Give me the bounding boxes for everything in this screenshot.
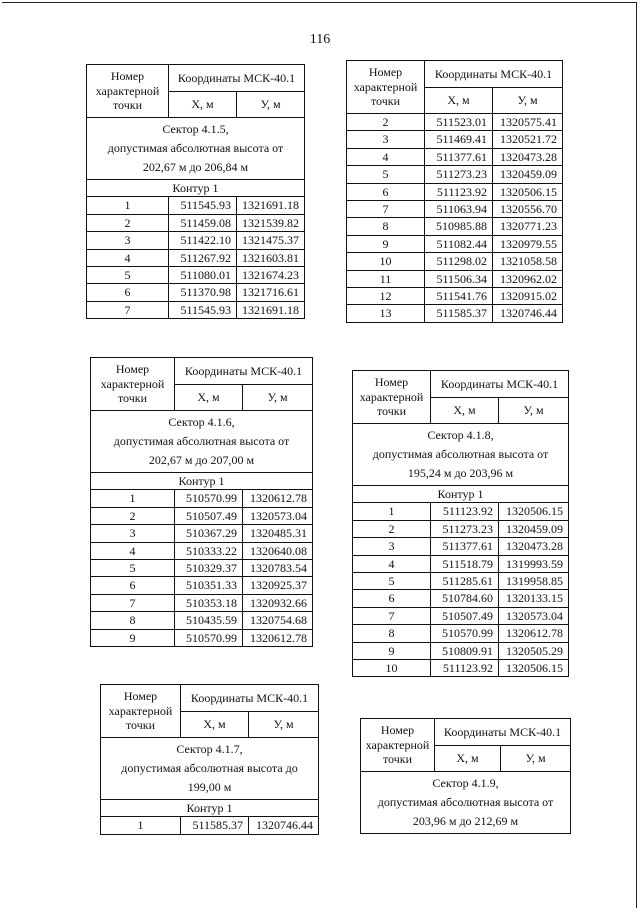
coords-table-sector-4-1-7 bbox=[100, 684, 319, 835]
table-row bbox=[353, 538, 569, 555]
y-coordinate-cell: 1321691.18 bbox=[237, 301, 305, 318]
scan-border-top bbox=[2, 2, 636, 3]
x-coordinate-cell: 511063.94 bbox=[425, 200, 493, 217]
coordinates-header: Координаты МСК-40.1 bbox=[175, 358, 313, 385]
height-line-2: 203,96 м до 212,69 м bbox=[412, 814, 519, 828]
point-number-cell: 8 bbox=[353, 625, 431, 642]
height-line-2: 202,67 м до 207,00 м bbox=[148, 453, 255, 467]
y-coordinate-cell: 1320506.15 bbox=[499, 503, 569, 520]
table-row bbox=[353, 555, 569, 572]
sector-caption bbox=[101, 738, 319, 800]
point-number-cell: 9 bbox=[353, 642, 431, 659]
x-coordinate-cell: 511273.23 bbox=[431, 520, 499, 537]
table-row bbox=[347, 148, 563, 165]
table-row bbox=[347, 166, 563, 183]
x-coordinate-cell: 511123.92 bbox=[431, 659, 499, 676]
point-number-header: Номер характерной точки bbox=[91, 358, 175, 411]
coordinates-header: Координаты МСК-40.1 bbox=[169, 65, 305, 92]
table-row bbox=[347, 218, 563, 235]
y-coordinate-cell: 1320573.04 bbox=[499, 607, 569, 624]
height-line-1: допустимая абсолютная высота от bbox=[377, 795, 554, 809]
x-coordinate-cell: 510351.33 bbox=[175, 577, 243, 594]
y-coordinate-cell: 1320979.55 bbox=[493, 235, 563, 252]
y-coordinate-cell: 1320915.02 bbox=[493, 287, 563, 304]
x-coordinate-cell: 511469.41 bbox=[425, 131, 493, 148]
table-row bbox=[347, 200, 563, 217]
x-header: Х, м bbox=[425, 87, 493, 114]
y-coordinate-cell: 1320505.29 bbox=[499, 642, 569, 659]
coords-table-sector-4-1-9 bbox=[360, 718, 571, 834]
point-number-cell: 10 bbox=[353, 659, 431, 676]
height-line-1: допустимая абсолютная высота от bbox=[107, 141, 284, 155]
x-coordinate-cell: 511273.23 bbox=[425, 166, 493, 183]
table-row bbox=[353, 520, 569, 537]
y-coordinate-cell: 1319993.59 bbox=[499, 555, 569, 572]
y-coordinate-cell: 1320754.68 bbox=[243, 612, 313, 629]
point-number-cell: 6 bbox=[91, 577, 175, 594]
point-number-cell: 5 bbox=[347, 166, 425, 183]
table-row bbox=[91, 542, 313, 559]
x-coordinate-cell: 511377.61 bbox=[431, 538, 499, 555]
x-coordinate-cell: 511518.79 bbox=[431, 555, 499, 572]
table-row bbox=[353, 625, 569, 642]
y-coordinate-cell: 1320612.78 bbox=[243, 490, 313, 507]
point-number-cell: 9 bbox=[91, 629, 175, 646]
point-number-cell: 2 bbox=[91, 507, 175, 524]
table-row bbox=[347, 235, 563, 252]
x-coordinate-cell: 510809.91 bbox=[431, 642, 499, 659]
table-row bbox=[91, 507, 313, 524]
point-number-cell: 4 bbox=[353, 555, 431, 572]
point-number-header: Номер характерной точки bbox=[87, 65, 169, 118]
y-coordinate-cell: 1320133.15 bbox=[499, 590, 569, 607]
y-coordinate-cell: 1321058.58 bbox=[493, 253, 563, 270]
x-coordinate-cell: 510570.99 bbox=[175, 490, 243, 507]
table-row bbox=[87, 301, 305, 318]
table-row bbox=[347, 305, 563, 322]
table-row bbox=[91, 490, 313, 507]
table-row bbox=[87, 284, 305, 301]
y-coordinate-cell: 1321716.61 bbox=[237, 284, 305, 301]
point-number-cell: 6 bbox=[353, 590, 431, 607]
table-row bbox=[353, 659, 569, 676]
x-coordinate-cell: 511545.93 bbox=[169, 197, 237, 214]
point-number-cell: 1 bbox=[87, 197, 169, 214]
table-row bbox=[347, 183, 563, 200]
point-number-cell: 13 bbox=[347, 305, 425, 322]
y-header: У, м bbox=[243, 384, 313, 411]
table-row bbox=[87, 249, 305, 266]
point-number-cell: 1 bbox=[91, 490, 175, 507]
x-coordinate-cell: 511123.92 bbox=[431, 503, 499, 520]
x-coordinate-cell: 511541.76 bbox=[425, 287, 493, 304]
table-row bbox=[353, 572, 569, 589]
contour-label: Контур 1 bbox=[91, 473, 313, 490]
y-coordinate-cell: 1321475.37 bbox=[237, 232, 305, 249]
height-line-1: допустимая абсолютная высота до bbox=[121, 761, 298, 775]
table-row bbox=[87, 214, 305, 231]
sector-title: Сектор 4.1.7, bbox=[176, 742, 243, 756]
point-number-header: Номер характерной точки bbox=[347, 61, 425, 114]
y-coordinate-cell: 1320612.78 bbox=[499, 625, 569, 642]
y-coordinate-cell: 1320473.28 bbox=[493, 148, 563, 165]
sector-title: Сектор 4.1.6, bbox=[168, 415, 235, 429]
point-number-cell: 9 bbox=[347, 235, 425, 252]
x-coordinate-cell: 511082.44 bbox=[425, 235, 493, 252]
sector-caption bbox=[353, 424, 569, 486]
table-row bbox=[91, 629, 313, 646]
y-coordinate-cell: 1320783.54 bbox=[243, 559, 313, 576]
contour-label: Контур 1 bbox=[353, 486, 569, 503]
table-row bbox=[347, 253, 563, 270]
x-coordinate-cell: 510507.49 bbox=[431, 607, 499, 624]
coords-table-sector-4-1-6 bbox=[90, 357, 313, 647]
y-coordinate-cell: 1320506.15 bbox=[493, 183, 563, 200]
point-number-cell: 5 bbox=[91, 559, 175, 576]
y-coordinate-cell: 1320521.72 bbox=[493, 131, 563, 148]
x-coordinate-cell: 511370.98 bbox=[169, 284, 237, 301]
x-coordinate-cell: 511080.01 bbox=[169, 266, 237, 283]
table-row bbox=[101, 817, 319, 834]
page-number: 116 bbox=[309, 32, 331, 47]
point-number-cell: 4 bbox=[91, 542, 175, 559]
coords-table-sector-4-1-5 bbox=[86, 64, 305, 319]
table-row bbox=[91, 594, 313, 611]
point-number-cell: 11 bbox=[347, 270, 425, 287]
sector-caption bbox=[87, 118, 305, 180]
y-coordinate-cell: 1320746.44 bbox=[249, 817, 319, 834]
contour-label: Контур 1 bbox=[87, 180, 305, 197]
point-number-cell: 3 bbox=[353, 538, 431, 555]
point-number-header: Номер характерной точки bbox=[101, 685, 181, 738]
x-header: Х, м bbox=[175, 384, 243, 411]
table-row bbox=[353, 503, 569, 520]
x-coordinate-cell: 510507.49 bbox=[175, 507, 243, 524]
table-row bbox=[91, 577, 313, 594]
height-line-2: 202,67 м до 206,84 м bbox=[142, 160, 249, 174]
x-coordinate-cell: 510367.29 bbox=[175, 525, 243, 542]
x-coordinate-cell: 511523.01 bbox=[425, 114, 493, 131]
point-number-cell: 10 bbox=[347, 253, 425, 270]
x-coordinate-cell: 511377.61 bbox=[425, 148, 493, 165]
y-header: У, м bbox=[501, 745, 571, 772]
table-row bbox=[353, 590, 569, 607]
point-number-cell: 12 bbox=[347, 287, 425, 304]
height-line-2: 195,24 м до 203,96 м bbox=[407, 466, 514, 480]
y-coordinate-cell: 1321674.23 bbox=[237, 266, 305, 283]
x-coordinate-cell: 511285.61 bbox=[431, 572, 499, 589]
height-line-2: 199,00 м bbox=[187, 780, 232, 794]
height-line-1: допустимая абсолютная высота от bbox=[113, 434, 290, 448]
x-coordinate-cell: 511123.92 bbox=[425, 183, 493, 200]
y-coordinate-cell: 1320746.44 bbox=[493, 305, 563, 322]
x-coordinate-cell: 510570.99 bbox=[431, 625, 499, 642]
point-number-cell: 3 bbox=[87, 232, 169, 249]
point-number-cell: 3 bbox=[91, 525, 175, 542]
y-coordinate-cell: 1320771.23 bbox=[493, 218, 563, 235]
coordinates-header: Координаты МСК-40.1 bbox=[425, 61, 563, 88]
y-coordinate-cell: 1320556.70 bbox=[493, 200, 563, 217]
y-coordinate-cell: 1320925.37 bbox=[243, 577, 313, 594]
point-number-cell: 4 bbox=[87, 249, 169, 266]
x-coordinate-cell: 510329.37 bbox=[175, 559, 243, 576]
table-row bbox=[87, 266, 305, 283]
y-coordinate-cell: 1321691.18 bbox=[237, 197, 305, 214]
point-number-cell: 5 bbox=[353, 572, 431, 589]
contour-label: Контур 1 bbox=[101, 800, 319, 817]
point-number-header: Номер характерной точки bbox=[353, 371, 431, 424]
point-number-cell: 7 bbox=[91, 594, 175, 611]
point-number-cell: 2 bbox=[353, 520, 431, 537]
y-coordinate-cell: 1320506.15 bbox=[499, 659, 569, 676]
x-coordinate-cell: 511506.34 bbox=[425, 270, 493, 287]
x-coordinate-cell: 510333.22 bbox=[175, 542, 243, 559]
x-coordinate-cell: 511545.93 bbox=[169, 301, 237, 318]
y-header: У, м bbox=[499, 397, 569, 424]
y-coordinate-cell: 1320640.08 bbox=[243, 542, 313, 559]
sector-title: Сектор 4.1.5, bbox=[162, 122, 229, 136]
table-row bbox=[353, 642, 569, 659]
y-coordinate-cell: 1320575.41 bbox=[493, 114, 563, 131]
table-row bbox=[347, 114, 563, 131]
y-header: У, м bbox=[249, 711, 319, 738]
y-coordinate-cell: 1321603.81 bbox=[237, 249, 305, 266]
point-number-cell: 7 bbox=[347, 200, 425, 217]
height-line-1: допустимая абсолютная высота от bbox=[372, 447, 549, 461]
table-row bbox=[347, 270, 563, 287]
point-number-cell: 2 bbox=[87, 214, 169, 231]
point-number-cell: 1 bbox=[101, 817, 181, 834]
coordinates-header: Координаты МСК-40.1 bbox=[435, 719, 571, 746]
point-number-cell: 6 bbox=[87, 284, 169, 301]
point-number-cell: 8 bbox=[91, 612, 175, 629]
scan-border-right bbox=[636, 2, 637, 908]
point-number-header: Номер характерной точки bbox=[361, 719, 435, 772]
x-coordinate-cell: 510570.99 bbox=[175, 629, 243, 646]
sector-title: Сектор 4.1.9, bbox=[432, 776, 499, 790]
x-coordinate-cell: 511585.37 bbox=[425, 305, 493, 322]
sector-title: Сектор 4.1.8, bbox=[427, 428, 494, 442]
sector-caption bbox=[91, 411, 313, 473]
x-coordinate-cell: 511298.02 bbox=[425, 253, 493, 270]
x-header: Х, м bbox=[435, 745, 501, 772]
y-coordinate-cell: 1319958.85 bbox=[499, 572, 569, 589]
y-coordinate-cell: 1320459.09 bbox=[499, 520, 569, 537]
point-number-cell: 7 bbox=[87, 301, 169, 318]
point-number-cell: 4 bbox=[347, 148, 425, 165]
table-row bbox=[87, 197, 305, 214]
table-row bbox=[347, 287, 563, 304]
point-number-cell: 1 bbox=[353, 503, 431, 520]
y-header: У, м bbox=[237, 91, 305, 118]
y-coordinate-cell: 1320962.02 bbox=[493, 270, 563, 287]
x-coordinate-cell: 510985.88 bbox=[425, 218, 493, 235]
x-coordinate-cell: 510353.18 bbox=[175, 594, 243, 611]
x-coordinate-cell: 511422.10 bbox=[169, 232, 237, 249]
x-coordinate-cell: 510784.60 bbox=[431, 590, 499, 607]
sector-caption bbox=[361, 772, 571, 834]
point-number-cell: 3 bbox=[347, 131, 425, 148]
table-row bbox=[347, 131, 563, 148]
coords-table-sector-4-1-8 bbox=[352, 370, 569, 677]
x-header: Х, м bbox=[181, 711, 249, 738]
x-coordinate-cell: 510435.59 bbox=[175, 612, 243, 629]
y-coordinate-cell: 1320573.04 bbox=[243, 507, 313, 524]
x-coordinate-cell: 511585.37 bbox=[181, 817, 249, 834]
point-number-cell: 6 bbox=[347, 183, 425, 200]
coords-table-sector-4-1-4-continued bbox=[346, 60, 563, 323]
point-number-cell: 2 bbox=[347, 114, 425, 131]
y-header: У, м bbox=[493, 87, 563, 114]
x-header: Х, м bbox=[169, 91, 237, 118]
point-number-cell: 7 bbox=[353, 607, 431, 624]
y-coordinate-cell: 1320932.66 bbox=[243, 594, 313, 611]
y-coordinate-cell: 1320459.09 bbox=[493, 166, 563, 183]
x-coordinate-cell: 511459.08 bbox=[169, 214, 237, 231]
table-row bbox=[87, 232, 305, 249]
table-row bbox=[353, 607, 569, 624]
table-row bbox=[91, 525, 313, 542]
table-row bbox=[91, 612, 313, 629]
x-header: Х, м bbox=[431, 397, 499, 424]
point-number-cell: 5 bbox=[87, 266, 169, 283]
y-coordinate-cell: 1320473.28 bbox=[499, 538, 569, 555]
table-row bbox=[91, 559, 313, 576]
coordinates-header: Координаты МСК-40.1 bbox=[181, 685, 319, 712]
coordinates-header: Координаты МСК-40.1 bbox=[431, 371, 569, 398]
y-coordinate-cell: 1321539.82 bbox=[237, 214, 305, 231]
x-coordinate-cell: 511267.92 bbox=[169, 249, 237, 266]
y-coordinate-cell: 1320485.31 bbox=[243, 525, 313, 542]
y-coordinate-cell: 1320612.78 bbox=[243, 629, 313, 646]
point-number-cell: 8 bbox=[347, 218, 425, 235]
